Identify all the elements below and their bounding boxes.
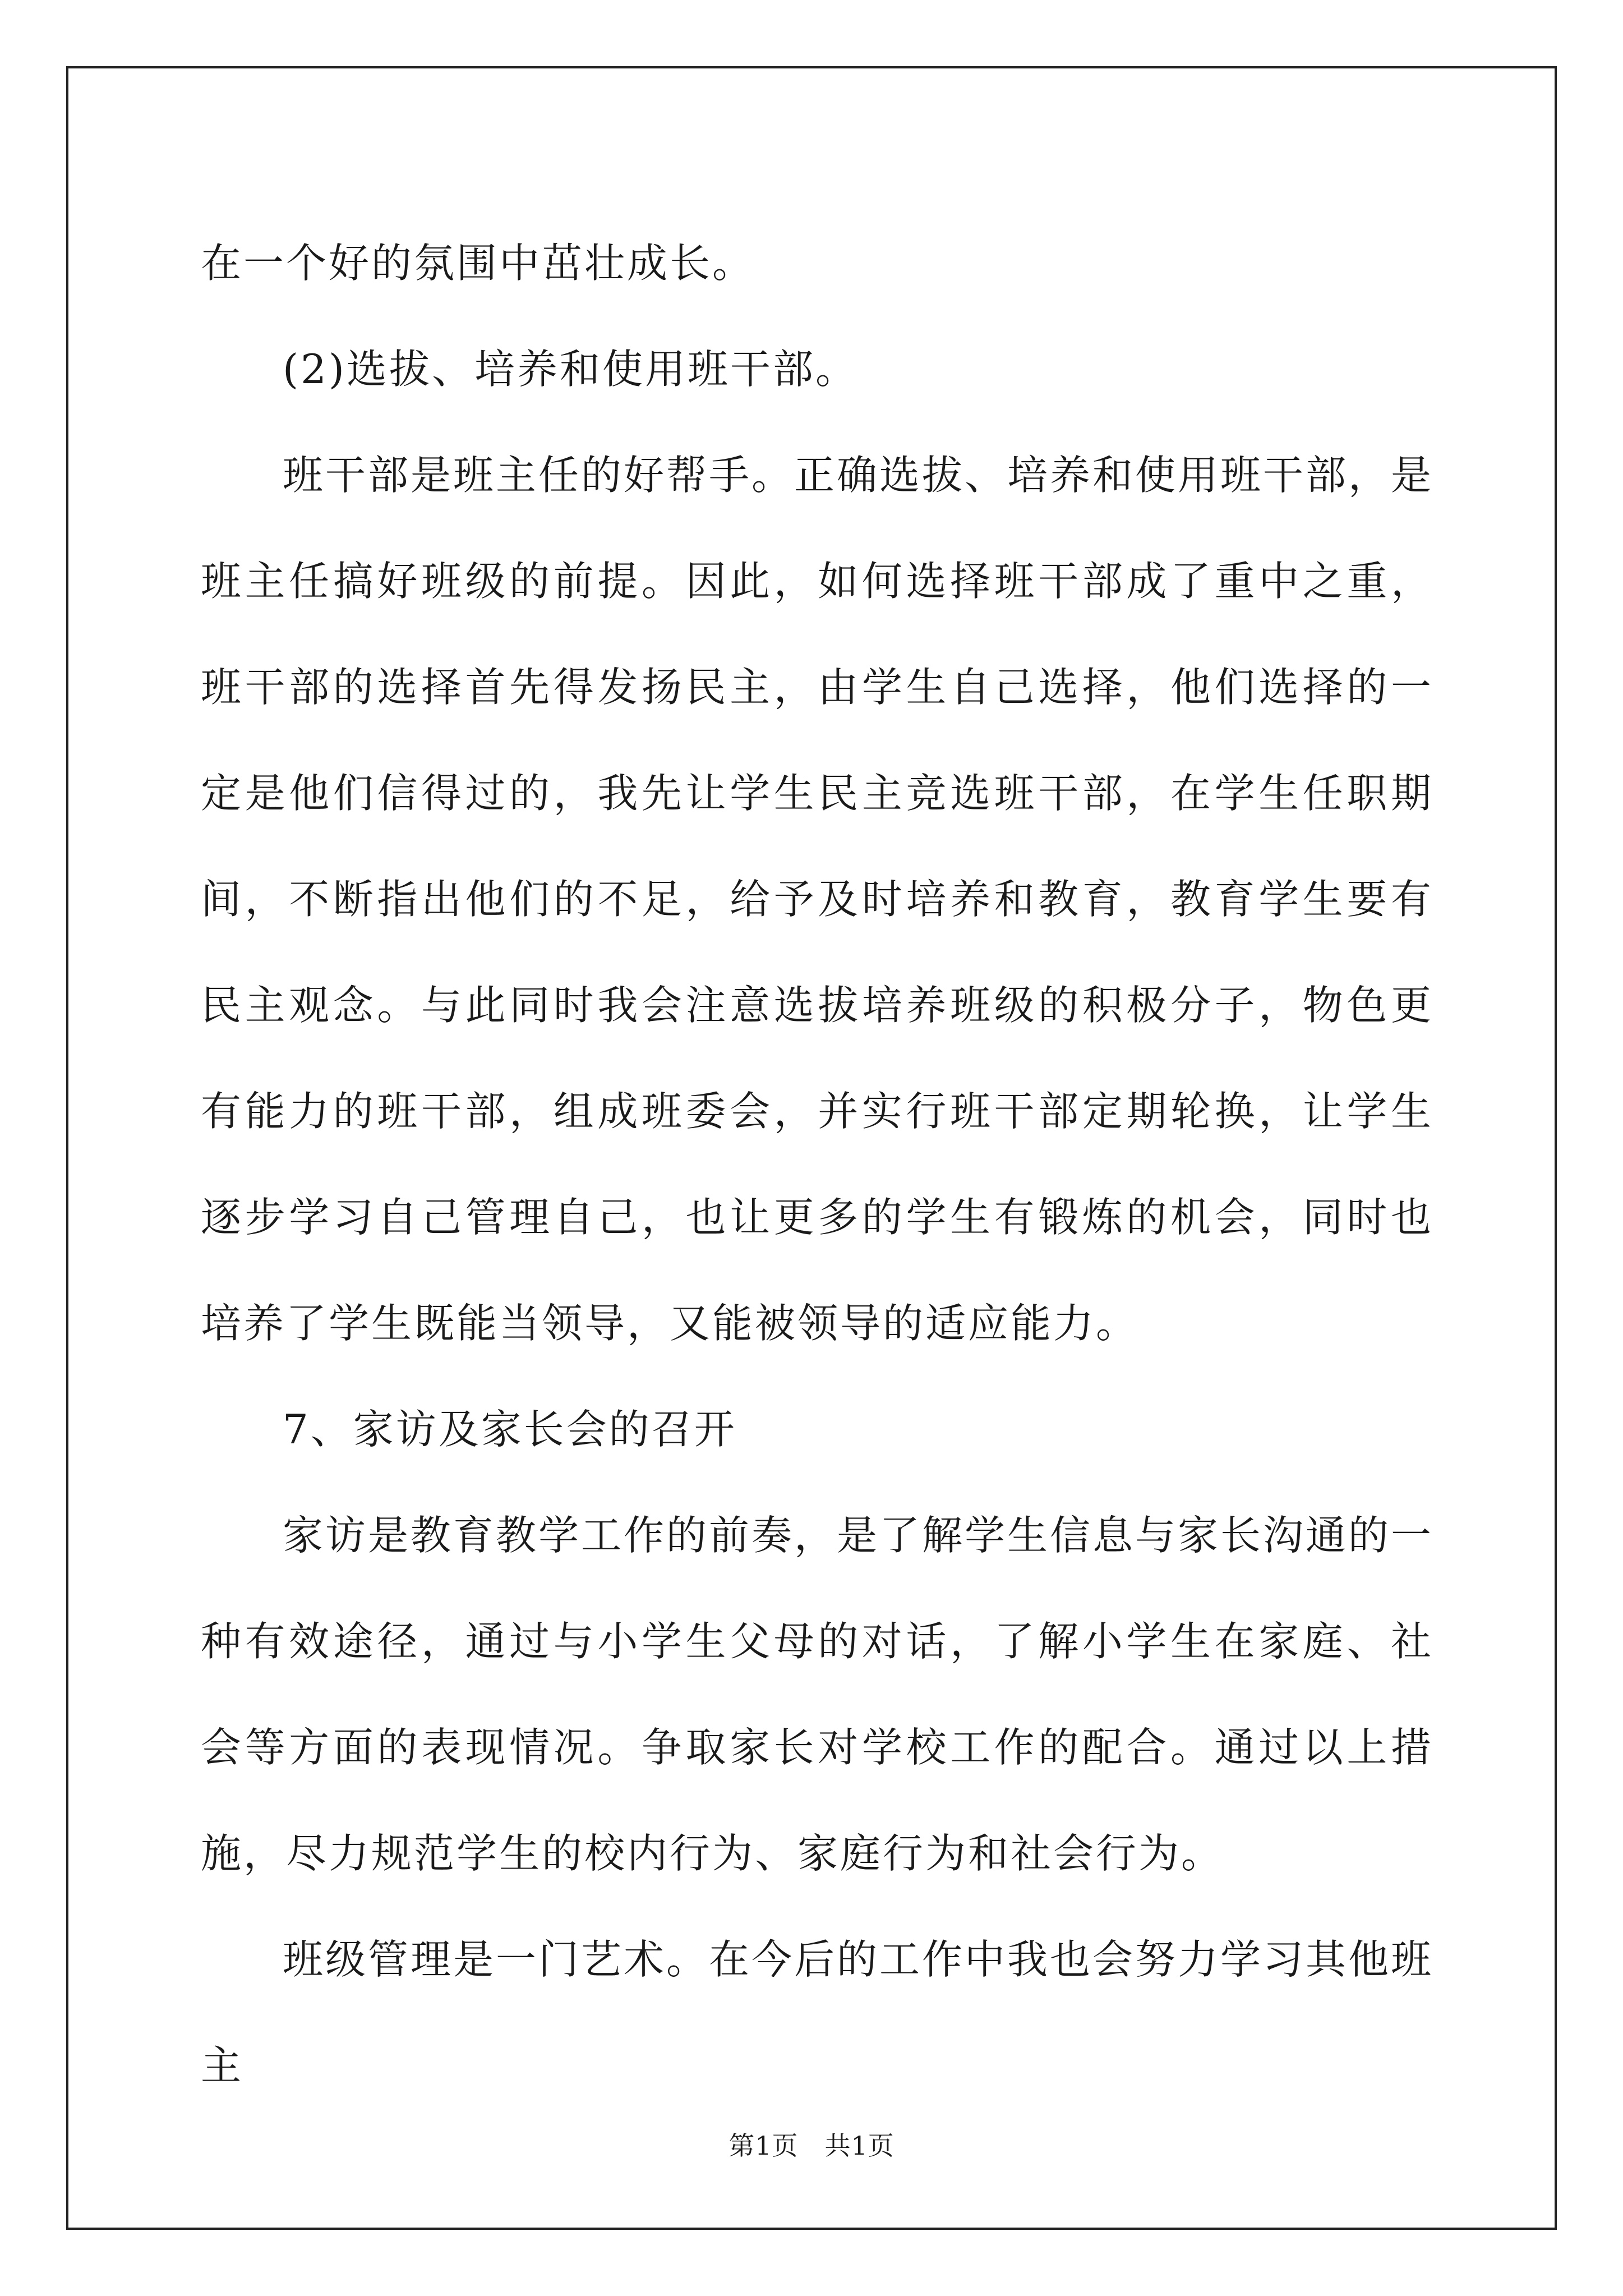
paragraph-6: 班级管理是一门艺术。在今后的工作中我也会努力学习其他班主	[201, 1936, 1434, 2089]
paragraph-1: 在一个好的氛围中茁壮成长。	[201, 240, 755, 287]
paragraph-5: 家访是教育教学工作的前奏，是了解学生信息与家长沟通的一种有效途径，通过与小学生父母的对话，了解小学生在家庭、社会等方面的表现情况。争取家长对学校工作的配合。通过以上措施，尽力规范学生的校内行为、家庭行为和社会行为。	[201, 1512, 1434, 1877]
page-footer: 第1页 共1页	[728, 2131, 895, 2161]
paragraph-2-heading: (2)选拔、培养和使用班干部。	[283, 346, 858, 393]
document-body	[201, 210, 1433, 2119]
paragraph-4-heading: 7、家访及家长会的召开	[283, 1406, 737, 1453]
paragraph-3: 班干部是班主任的好帮手。正确选拔、培养和使用班干部，是班主任搞好班级的前提。因此，如何选择班干部成了重中之重，班干部的选择首先得发扬民主，由学生自己选择，他们选择的一定是他们信得过的，我先让学生民主竞选班干部，在学生任职期间，不断指出他们的不足，给予及时培养和教育，教育学生要有民主观念。与此同时我会注意选拔培养班级的积极分子，物色更有能力的班干部，组成班委会，并实行班干部定期轮换，让学生逐步学习自己管理自己，也让更多的学生有锻炼的机会，同时也培养了学生既能当领导，又能被领导的适应能力。	[201, 452, 1434, 1347]
